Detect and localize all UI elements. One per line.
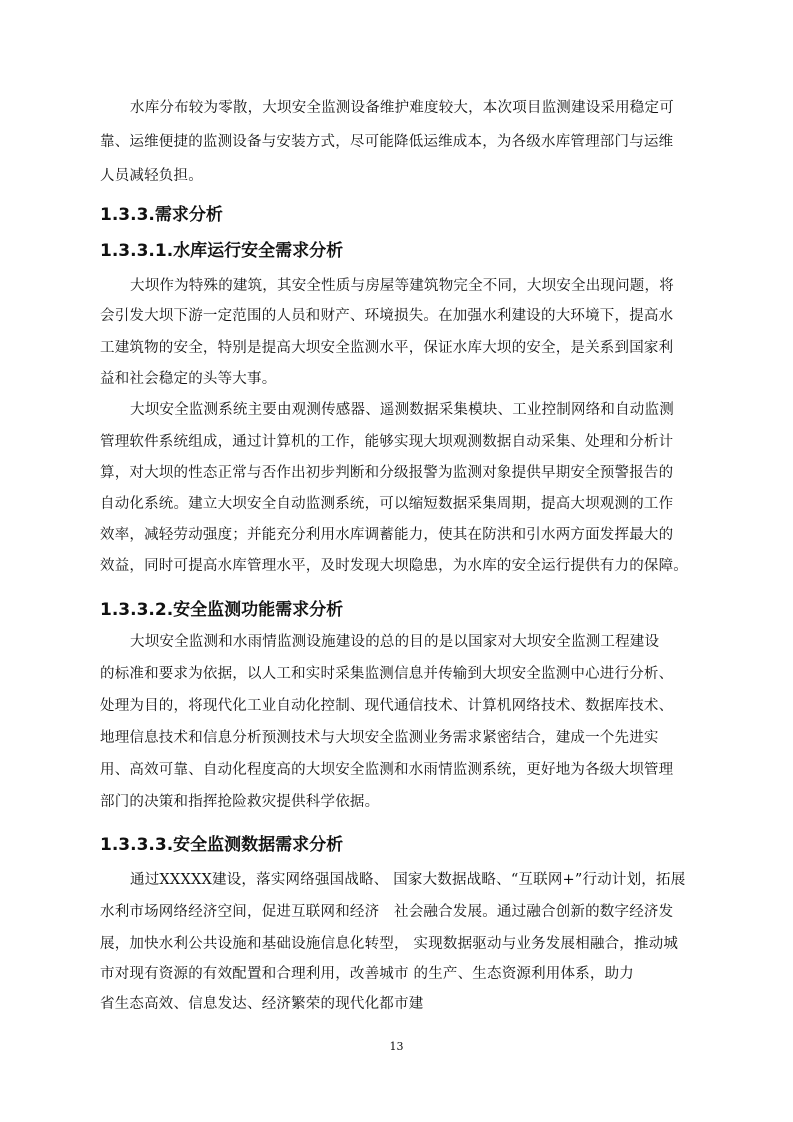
- body-text-line: 水库分布较为零散，大坝安全监测设备维护难度较大，本次项目监测建设采用稳定可: [130, 100, 674, 116]
- body-text-line: 地理信息技术和信息分析预测技术与大坝安全监测业务需求紧密结合，建成一个先进实: [100, 730, 659, 746]
- body-text-line: 省生态高效、信息发达、经济繁荣的现代化都市建: [100, 996, 424, 1012]
- body-text-line: 大坝安全监测系统主要由观测传感器、遥测数据采集模块、工业控制网络和自动监测: [130, 402, 674, 418]
- body-text-line: 展，加快水利公共设施和基础设施信息化转型， 实现数据驱动与业务发展相融合，推动城: [100, 936, 679, 952]
- body-text-line: 水利市场网络经济空间，促进互联网和经济 社会融合发展。通过融合创新的数字经济发: [100, 904, 674, 920]
- body-text-line: 通过XXXXX建设，落实网络强国战略、 国家大数据战略、“互联网+”行动计划，拓展: [130, 872, 686, 888]
- body-text-line: 部门的决策和指挥抢险救灾提供科学依据。: [100, 794, 380, 810]
- body-text-line: 算，对大坝的性态正常与否作出初步判断和分级报警为监测对象提供早期安全预警报告的: [100, 465, 674, 481]
- body-text-line: 自动化系统。建立大坝安全自动监测系统，可以缩短数据采集周期，提高大坝观测的工作: [100, 496, 674, 512]
- subsection-heading: 1.3.3.2.安全监测功能需求分析: [100, 600, 344, 620]
- section-heading: 1.3.3.需求分析: [100, 205, 223, 225]
- body-text-line: 工建筑物的安全，特别是提高大坝安全监测水平，保证水库大坝的安全，是关系到国家利: [100, 340, 674, 356]
- body-text-line: 管理软件系统组成，通过计算机的工作，能够实现大坝观测数据自动采集、处理和分析计: [100, 434, 674, 450]
- body-text-line: 大坝作为特殊的建筑，其安全性质与房屋等建筑物完全不同，大坝安全出现问题，将: [130, 278, 674, 294]
- body-text-line: 效益，同时可提高水库管理水平，及时发现大坝隐患，为水库的安全运行提供有力的保障。: [100, 558, 688, 574]
- page-number: 13: [389, 1040, 404, 1053]
- subsection-heading: 1.3.3.3.安全监测数据需求分析: [100, 835, 344, 855]
- subsection-heading: 1.3.3.1.水库运行安全需求分析: [100, 241, 344, 261]
- body-text-line: 的标准和要求为依据，以人工和实时采集监测信息并传输到大坝安全监测中心进行分析、: [100, 666, 674, 682]
- body-text-line: 靠、运维便捷的监测设备与安装方式，尽可能降低运维成本，为各级水库管理部门与运维: [100, 134, 674, 150]
- body-text-line: 处理为目的，将现代化工业自动化控制、现代通信技术、计算机网络技术、数据库技术、: [100, 698, 674, 714]
- body-text-line: 大坝安全监测和水雨情监测设施建设的总的目的是以国家对大坝安全监测工程建设: [130, 634, 660, 650]
- body-text-line: 效率，减轻劳动强度；并能充分利用水库调蓄能力，使其在防洪和引水两方面发挥最大的: [100, 527, 674, 543]
- body-text-line: 市对现有资源的有效配置和合理利用，改善城市 的生产、生态资源利用体系，助力: [100, 966, 635, 982]
- body-text-line: 用、高效可靠、自动化程度高的大坝安全监测和水雨情监测系统，更好地为各级大坝管理: [100, 762, 674, 778]
- body-text-line: 会引发大坝下游一定范围的人员和财产、环境损失。在加强水利建设的大环境下，提高水: [100, 308, 674, 324]
- body-text-line: 益和社会稳定的头等大事。: [100, 371, 277, 387]
- body-text-line: 人员减轻负担。: [100, 168, 203, 184]
